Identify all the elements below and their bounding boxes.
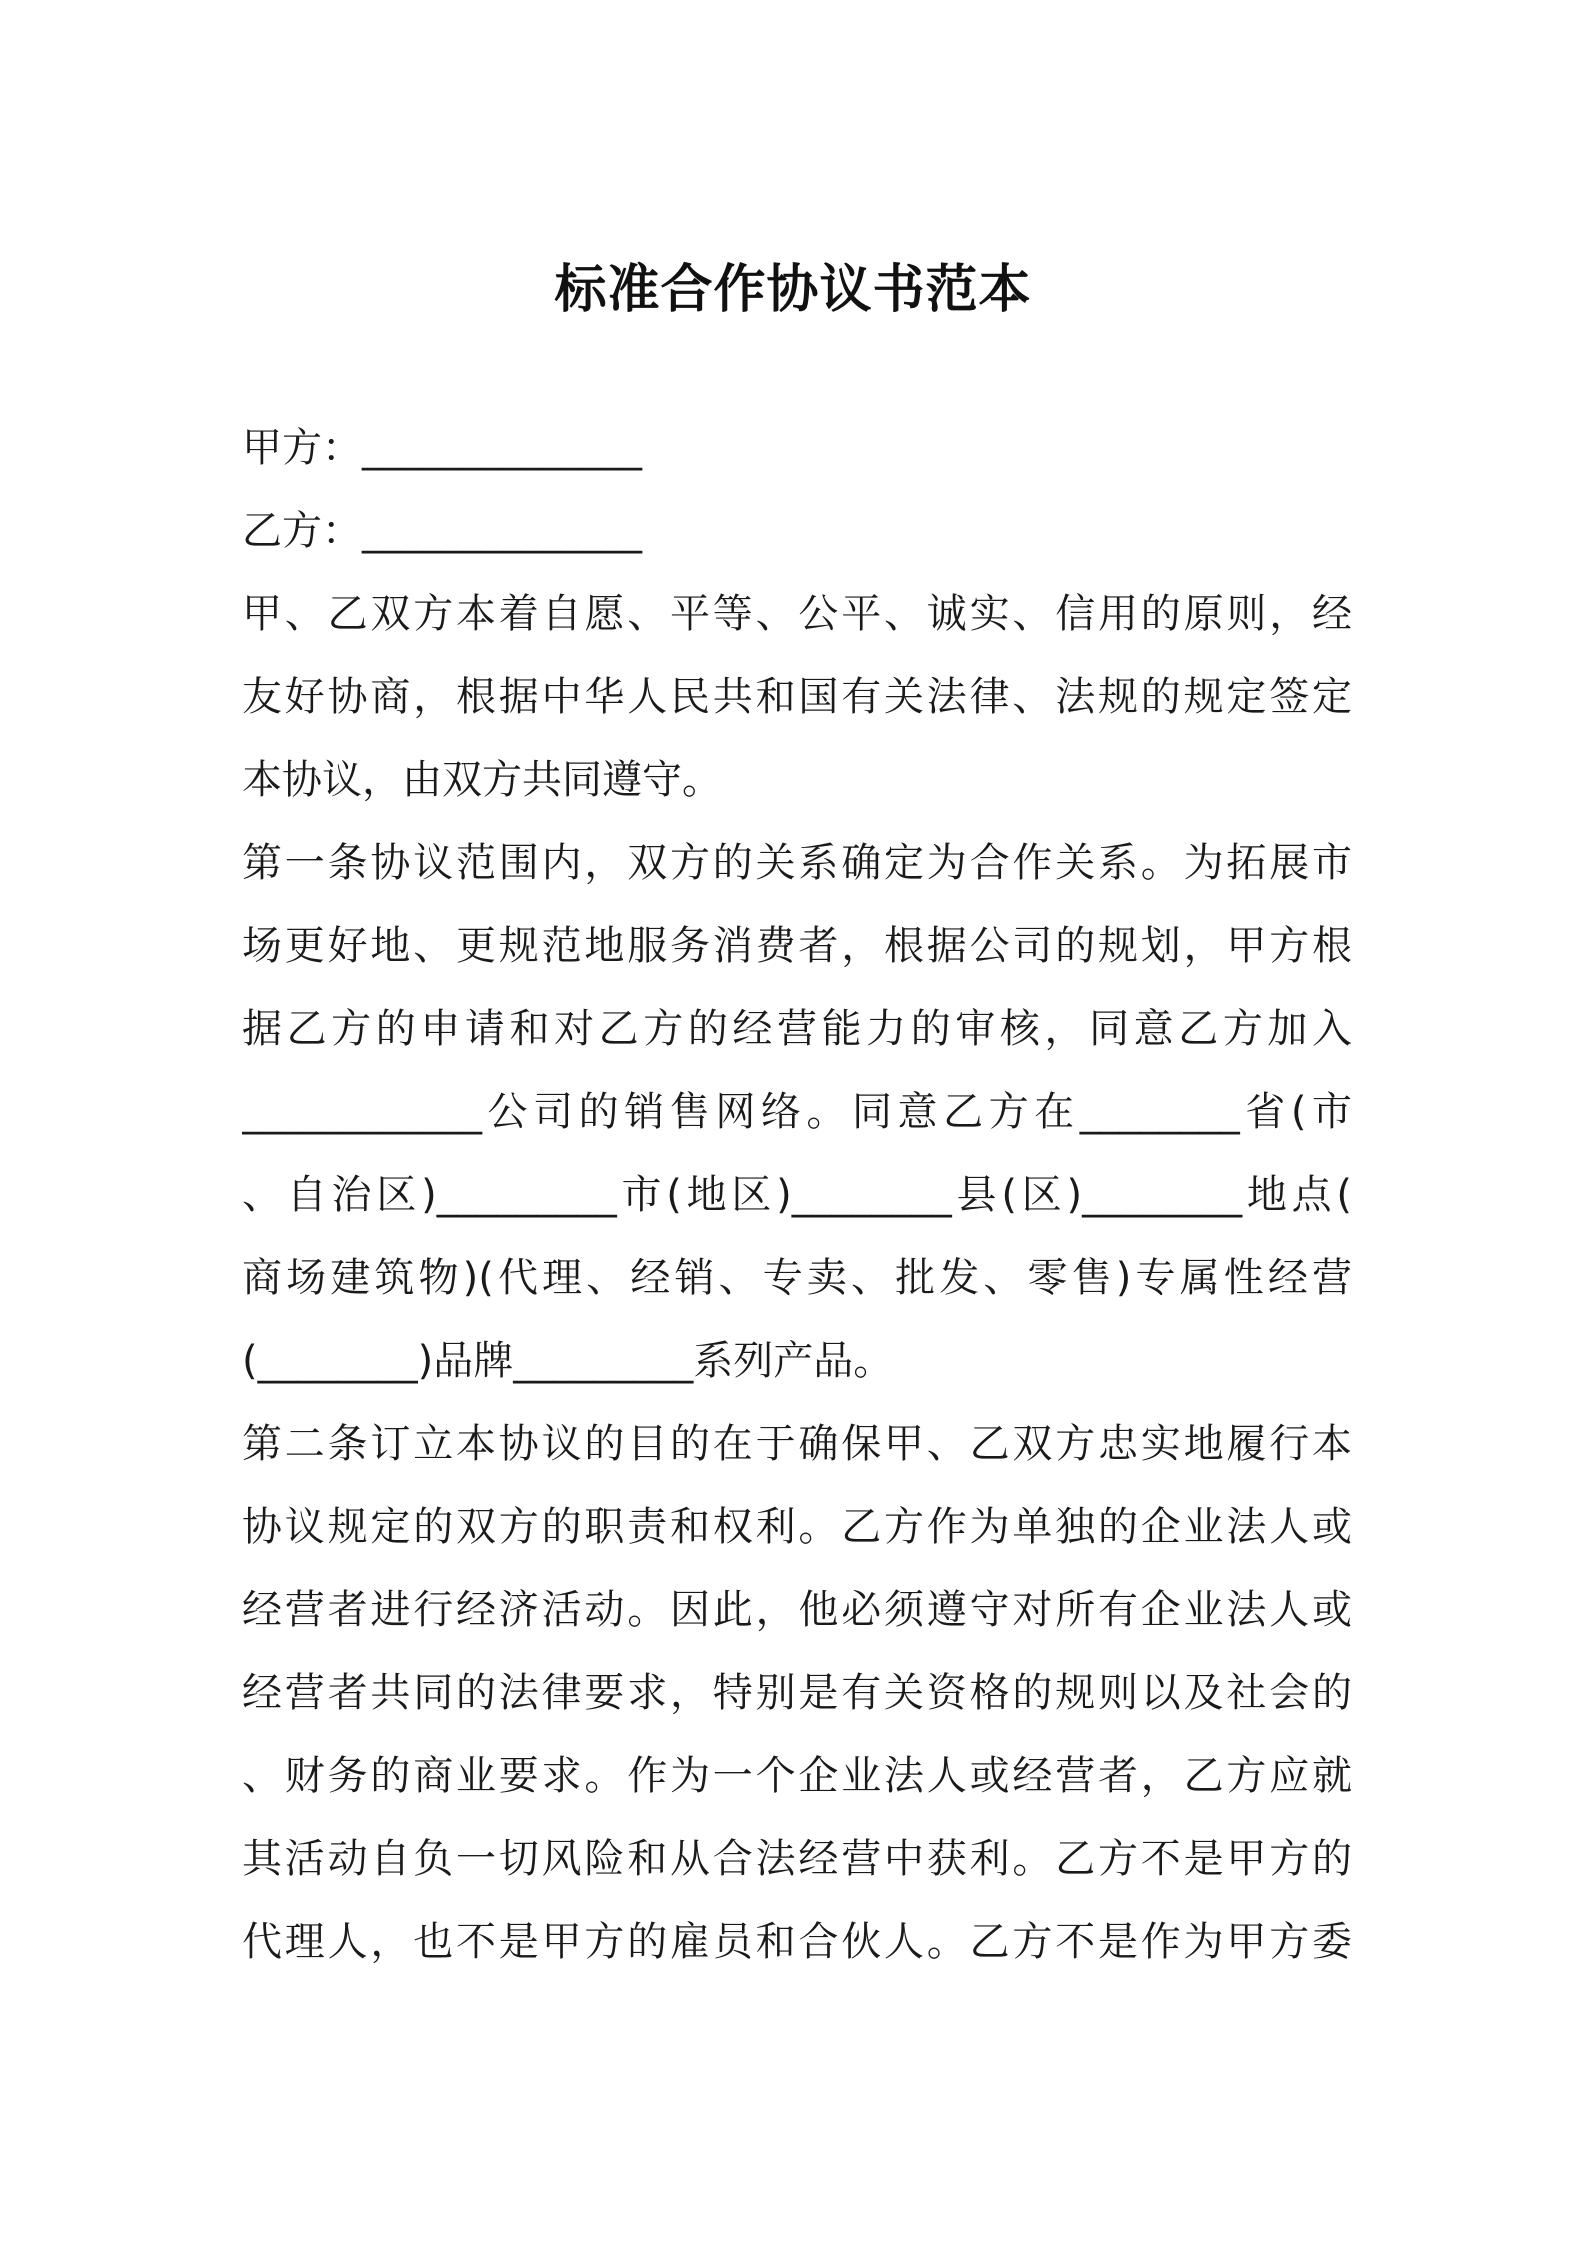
article-1-line: 据乙方的申请和对乙方的经营能力的审核，同意乙方加入 <box>242 1006 1352 1052</box>
preamble-line: 本协议，由双方共同遵守。 <box>242 757 722 803</box>
party-b-line: 乙方：______________ <box>242 508 642 554</box>
article-1-line: 商场建筑物)(代理、经销、专卖、批发、零售)专属性经营 <box>242 1255 1352 1301</box>
article-2-line: 协议规定的双方的职责和权利。乙方作为单独的企业法人或 <box>242 1504 1352 1550</box>
article-2-line: 经营者进行经济活动。因此，他必须遵守对所有企业法人或 <box>242 1587 1352 1633</box>
article-2-line: 其活动自负一切风险和从合法经营中获利。乙方不是甲方的 <box>242 1836 1352 1882</box>
article-1-line: ____________公司的销售网络。同意乙方在________省(市 <box>242 1089 1352 1135</box>
party-a-line: 甲方：______________ <box>242 425 642 471</box>
article-2-line: 、财务的商业要求。作为一个企业法人或经营者，乙方应就 <box>242 1753 1352 1799</box>
article-1-line: (________)品牌_________系列产品。 <box>242 1338 894 1384</box>
article-2-line: 经营者共同的法律要求，特别是有关资格的规则以及社会的 <box>242 1670 1352 1716</box>
document-title: 标准合作协议书范本 <box>554 260 1032 320</box>
article-1-line: 场更好地、更规范地服务消费者，根据公司的规划，甲方根 <box>242 923 1352 969</box>
article-1-line: 、自治区)_________市(地区)________县(区)________地点( <box>242 1172 1352 1218</box>
article-1-line: 第一条协议范围内，双方的关系确定为合作关系。为拓展市 <box>242 840 1352 886</box>
article-2-line: 代理人，也不是甲方的雇员和合伙人。乙方不是作为甲方委 <box>242 1919 1352 1965</box>
article-2-line: 第二条订立本协议的目的在于确保甲、乙双方忠实地履行本 <box>242 1421 1352 1467</box>
document-body <box>242 407 1352 1984</box>
preamble-line: 甲、乙双方本着自愿、平等、公平、诚实、信用的原则，经 <box>242 591 1352 637</box>
preamble-line: 友好协商，根据中华人民共和国有关法律、法规的规定签定 <box>242 674 1352 720</box>
